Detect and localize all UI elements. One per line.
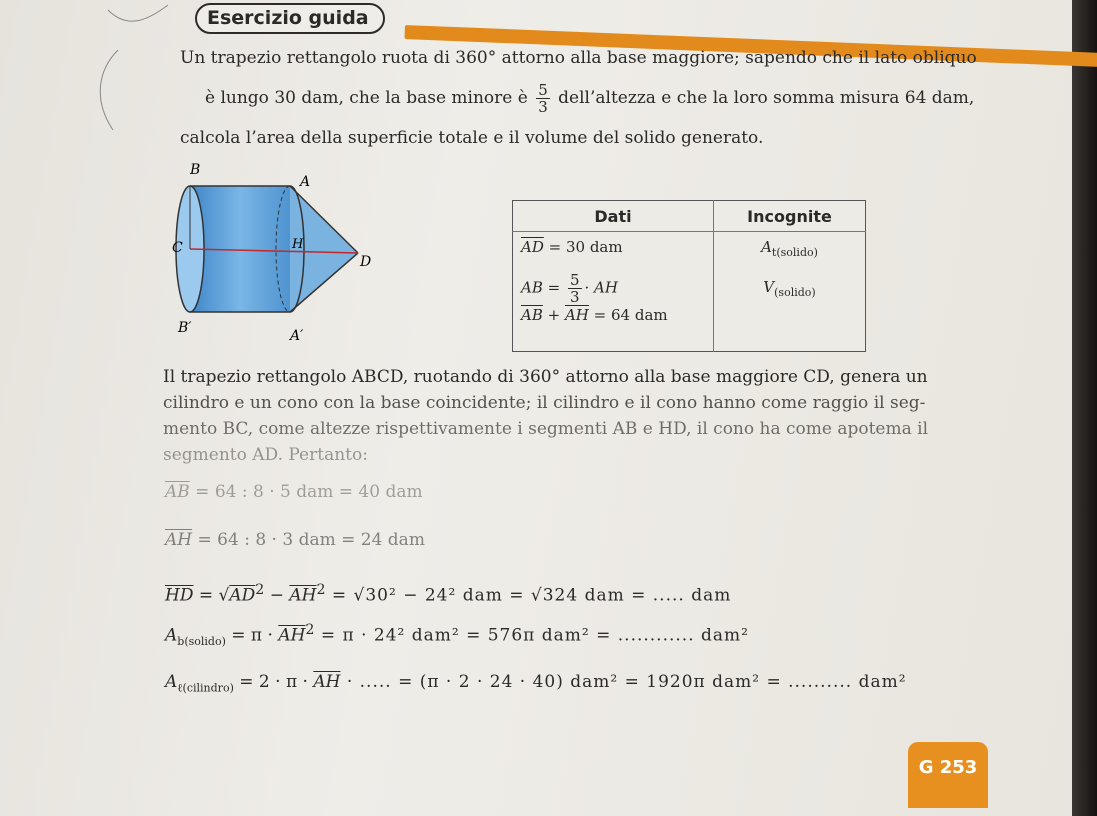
- svg-text:B′: B′: [178, 320, 192, 336]
- svg-text:A′: A′: [290, 328, 304, 344]
- svg-text:B: B: [190, 162, 201, 178]
- problem-line-3: calcola l’area della superficie totale e il volume del solido generato.: [180, 128, 764, 148]
- dati-cell: [513, 232, 714, 352]
- table-header-incognite: Incognite: [714, 201, 866, 232]
- solution-line: Il trapezio rettangolo ABCD, ruotando di 360° attorno alla base maggiore CD, genera un: [163, 367, 928, 387]
- incognita-2: $V_{(solido)}$: [763, 278, 816, 299]
- solution-line: segmento AD. Pertanto:: [163, 445, 368, 465]
- svg-text:D: D: [360, 254, 372, 270]
- fraction: $\frac{5}{3}$: [538, 81, 548, 116]
- incognita-1: $A_{t(solido)}$: [761, 238, 818, 259]
- data-table: [512, 200, 866, 352]
- formula-hd: $\overline{HD} = √AD^2 - \overline{AH}^2 = √30^2 - 24^2$ dam = √324 dam = ..... dam: [165, 582, 732, 606]
- svg-text:H: H: [292, 237, 304, 252]
- solution-line: mento BC, come altezze rispettivamente i segmenti AB e HD, il cono ha come apotema il: [163, 419, 929, 439]
- formula-lateral-area: $A_{\ell(cilindro)} = 2 \cdot \pi \cdot \overline{AH}$ · ..... = (π · 2 · 24 · 40) dam² = 1920π dam² = .......... dam²: [165, 672, 907, 695]
- problem-line-2: è lungo 30 dam, che la base minore è $\frac{5}{3}$ dell’altezza e che la loro somma misura 64 dam,: [205, 81, 975, 116]
- dato-1: $\overline{AD} = 30$ dam: [521, 238, 623, 256]
- incognite-cell: [714, 232, 866, 352]
- page-edge-shadow: [1072, 0, 1097, 816]
- solid-figure: [168, 160, 388, 350]
- formula-base-area: $A_{b(solido)} = \pi \cdot \overline{AH}^2 = \pi \cdot 24^2$ dam² = 576π dam² = ............ dam²: [165, 622, 749, 649]
- dato-2: AB = $\frac{5}{3}$ · AH: [521, 271, 618, 306]
- problem-line-1: Un trapezio rettangolo ruota di 360° attorno alla base maggiore; sapendo che il lato obliquo: [180, 48, 977, 68]
- formula-ah: $\overline{AH} = 64$ : 8 · 3 dam = 24 dam: [165, 530, 425, 550]
- dato-3: $\overline{AB} + \overline{AH} = 64$ dam: [521, 306, 668, 324]
- solution-line: cilindro e un cono con la base coincidente; il cilindro e il cono hanno come raggio il seg-: [163, 393, 926, 413]
- page-number-tab: G 253: [908, 742, 988, 808]
- svg-text:C: C: [172, 240, 183, 256]
- solution-paragraph: [163, 364, 973, 468]
- svg-text:A: A: [300, 174, 311, 190]
- problem-statement: [180, 38, 980, 158]
- table-header-dati: Dati: [513, 201, 714, 232]
- formula-ab: $\overline{AB} = 64$ : 8 · 5 dam = 40 dam: [165, 482, 423, 502]
- exercise-title: Esercizio guida: [195, 3, 385, 34]
